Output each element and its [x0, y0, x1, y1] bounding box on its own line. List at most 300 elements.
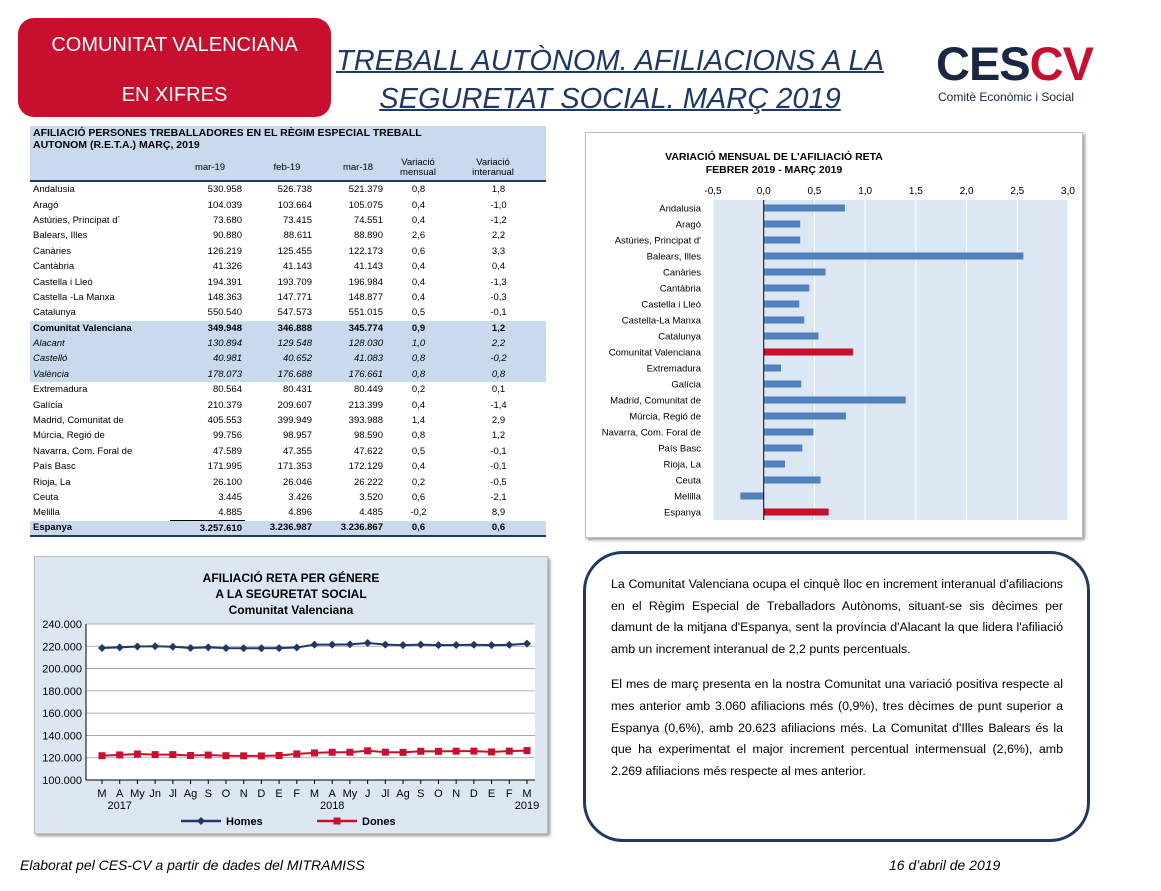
table-cell: 3.426 [288, 492, 312, 503]
table-row [30, 274, 546, 289]
table-cell: 0,4 [411, 276, 426, 288]
table-cell: 0,4 [411, 199, 426, 211]
ces-cv-logo [936, 38, 1096, 108]
table-cell: 130.894 [170, 336, 245, 351]
table-cell: 147.771 [277, 291, 312, 303]
bar [764, 397, 906, 404]
category-label: Comunitat Valenciana [608, 347, 701, 359]
y-tick-label: 180.000 [42, 685, 82, 698]
table-cell: 41.143 [282, 261, 312, 273]
x-tick-label: My [130, 788, 145, 800]
table-cell: 40.981 [170, 351, 245, 366]
line-chart-svg [35, 557, 549, 835]
dones-marker [470, 748, 477, 755]
row-label: Múrcia, Regió de [33, 430, 105, 442]
dones-marker [346, 749, 353, 756]
table-column-header: Variació mensual [400, 157, 436, 178]
y-tick-label: 160.000 [42, 708, 82, 721]
table-cell: 209.607 [277, 399, 312, 411]
table-cell: 41.143 [353, 261, 383, 273]
table-row [30, 321, 546, 336]
x-tick-label: 1,0 [858, 186, 873, 197]
table-cell: 80.564 [212, 384, 242, 396]
table-cell: 521.379 [348, 184, 383, 196]
table-cell: 99.756 [212, 430, 242, 442]
dones-marker [240, 752, 247, 759]
x-tick-label: S [204, 788, 212, 800]
x-tick-label: 1,5 [908, 186, 923, 197]
table-title-line-1: AFILIACIÓ PERSONES TREBALLADORES EN EL RÈGIM ESPECIAL TREBALL [33, 127, 422, 139]
table-cell: 8,9 [491, 507, 506, 519]
table-cell: 105.075 [348, 199, 383, 211]
legend-marker [197, 817, 205, 825]
x-tick-label: N [239, 788, 248, 800]
table-cell: 3.236.987 [245, 521, 315, 536]
title-line-1: TREBALL AUTÒNOM. AFILIACIONS A LA [336, 45, 884, 77]
y-tick-label: 100.000 [42, 775, 82, 787]
bar [764, 509, 829, 516]
bar [764, 365, 781, 372]
category-label: Melilla [674, 491, 701, 503]
category-label: Castella-La Manxa [621, 315, 701, 327]
table-cell: 47.355 [282, 445, 312, 457]
year-label: 2018 [319, 800, 345, 812]
bar [764, 429, 814, 436]
dones-marker [417, 748, 424, 755]
table-cell: -0,2 [451, 351, 546, 366]
dones-marker [329, 749, 336, 756]
row-label: Balears, Illes [33, 230, 88, 242]
table-column-header: mar-19 [194, 162, 226, 173]
x-tick-label: O [221, 788, 231, 800]
table-cell: 47.589 [212, 445, 242, 457]
category-label: Canàries [662, 267, 701, 279]
table-cell: 3.520 [359, 492, 383, 503]
dones-marker [169, 751, 176, 758]
table-cell: 2,9 [491, 415, 506, 427]
table-cell: 0,4 [411, 291, 426, 303]
table-cell: 171.353 [277, 461, 312, 473]
logo-subtitle: Comitè Econòmic i Social [938, 90, 1075, 104]
dones-marker [364, 747, 371, 754]
row-label: Castelló [30, 351, 170, 366]
category-label: País Basc [658, 443, 701, 455]
category-label: Astúries, Principat d' [614, 235, 701, 247]
x-tick-label: F [505, 788, 513, 800]
category-label: Rioja, La [663, 459, 701, 471]
bar [764, 317, 805, 324]
table-row [30, 259, 546, 274]
dones-marker [382, 749, 389, 756]
row-label: Extremadura [33, 384, 88, 396]
table-cell: 0,6 [451, 521, 546, 536]
table-row [30, 367, 546, 382]
table-cell: 0,8 [411, 430, 426, 442]
table-row [30, 244, 546, 259]
dones-marker [524, 747, 531, 754]
table-cell: 98.590 [353, 430, 383, 442]
table-cell: 176.661 [315, 367, 386, 382]
badge-line-1: COMUNITAT VALENCIANA [51, 34, 298, 56]
table-row [30, 182, 546, 197]
table-cell: 47.622 [353, 445, 383, 457]
year-label: 2019 [514, 800, 540, 812]
bar-chart-subtitle: FEBRER 2019 - MARÇ 2019 [705, 164, 843, 176]
table-row [30, 521, 546, 536]
dones-marker [99, 752, 106, 759]
category-label: Espanya [664, 507, 701, 519]
table-header [30, 154, 546, 182]
page-title [330, 42, 890, 118]
table-cell: 3.236.867 [315, 521, 386, 536]
table-cell: 122.173 [348, 245, 383, 257]
row-label: Espanya [30, 521, 170, 536]
category-label: Madrid, Comunitat de [610, 395, 701, 407]
table-cell: 148.877 [348, 291, 383, 303]
row-label: País Basc [33, 461, 76, 473]
table-cell: 129.548 [245, 336, 315, 351]
monthly-variation-chart [585, 132, 1083, 538]
bar [764, 237, 801, 244]
category-label: Galícia [671, 379, 701, 391]
category-label: Navarra, Com. Foral de [601, 427, 701, 439]
table-row [30, 213, 546, 228]
x-tick-label: S [417, 788, 425, 800]
category-label: Catalunya [658, 331, 701, 343]
table-row [30, 197, 546, 212]
table-row [30, 351, 546, 366]
table-cell: 103.664 [277, 199, 312, 211]
row-label: Ceuta [33, 492, 59, 503]
x-tick-label: 3,0 [1061, 186, 1075, 197]
table-cell: 0,2 [411, 384, 426, 396]
table-cell: 0,8 [411, 184, 426, 196]
table-cell: 125.455 [277, 245, 312, 257]
table-row [30, 397, 546, 412]
x-tick-label: -0,5 [704, 186, 722, 197]
table-cell: -0,3 [490, 291, 507, 303]
table-cell: 171.995 [207, 461, 242, 473]
dones-marker [116, 751, 123, 758]
table-cell: -0,2 [410, 507, 427, 519]
table-cell: -0,1 [490, 461, 507, 473]
x-tick-label: N [452, 788, 461, 800]
table-cell: 104.039 [207, 199, 242, 211]
table-cell: 73.680 [212, 214, 242, 226]
category-label: Múrcia, Regió de [629, 411, 701, 423]
summary-paragraph-2: El mes de març presenta en la nostra Comunitat una variació positiva respecte al mes anterior amb 3.060 afiliacions més (0,9%), tres dècimes de punt superior a Espanya (0,6%), amb 20.623 afiliacions més. La Comunitat d'Illes Balears és la que ha experimentat el major increment percentual intermensual (2,6%), amb 2.269 afiliacions més respecte al mes anterior. [611, 677, 1063, 778]
table-cell: 2,2 [451, 336, 546, 351]
table-row [30, 290, 546, 305]
row-label: Aragó [33, 199, 59, 211]
bar [764, 413, 846, 420]
row-label: Catalunya [33, 307, 76, 319]
table-cell: 3,3 [491, 245, 506, 257]
y-tick-label: 200.000 [42, 663, 82, 676]
table-cell: 551.015 [348, 307, 383, 319]
dones-marker [134, 751, 141, 758]
table-cell: -1,3 [490, 276, 507, 288]
logo-mark [936, 38, 1093, 90]
badge-line-2: EN XIFRES [121, 84, 228, 106]
table-cell: 126.219 [207, 245, 242, 257]
table-cell: 3.445 [218, 492, 242, 503]
bar [764, 285, 810, 292]
table-cell: 26.222 [353, 476, 383, 488]
table-cell: 74.551 [353, 214, 383, 226]
table-cell: 0,8 [386, 367, 451, 382]
source-note: Elaborat pel CES-CV a partir de dades del MITRAMISS [20, 857, 365, 873]
x-tick-label: M [309, 788, 320, 800]
table-cell: 346.888 [245, 321, 315, 336]
bar [764, 253, 1024, 260]
table-cell: 176.688 [245, 367, 315, 382]
x-tick-label: E [487, 788, 496, 800]
summary-text-box [583, 551, 1090, 842]
row-label: València [30, 367, 170, 382]
table-cell: 26.100 [212, 476, 242, 488]
category-label: Aragó [675, 219, 701, 231]
row-label: Madrid, Comunitat de [33, 415, 124, 427]
y-tick-label: 120.000 [42, 752, 82, 765]
table-cell: 213.399 [348, 399, 383, 411]
dones-marker [222, 752, 229, 759]
x-tick-label: 2,5 [1010, 186, 1025, 197]
table-cell: 1,2 [491, 430, 506, 442]
table-cell: 0,4 [411, 461, 426, 473]
bar-plot-area [713, 200, 1068, 520]
table-cell: 4.896 [288, 507, 312, 519]
x-tick-label: M [522, 788, 532, 800]
row-label: Galícia [33, 399, 63, 411]
bar [764, 445, 803, 452]
dones-marker [293, 750, 300, 757]
table-column-header: Variació interanual [472, 157, 514, 178]
dones-marker [258, 752, 265, 759]
table-cell: 73.415 [282, 214, 312, 226]
table-row [30, 305, 546, 320]
table-cell: -1,2 [490, 214, 507, 226]
legend-marker [334, 818, 341, 825]
category-label: Cantàbria [659, 283, 701, 295]
row-label: Comunitat Valenciana [30, 321, 170, 336]
x-tick-label: D [257, 788, 266, 800]
dones-marker [506, 748, 513, 755]
dones-marker [453, 748, 460, 755]
row-label: Navarra, Com. Foral de [33, 445, 133, 457]
dones-marker [276, 752, 283, 759]
table-cell: 1,2 [451, 321, 546, 336]
table-title [30, 126, 546, 154]
y-tick-label: 140.000 [42, 730, 82, 743]
x-tick-label: D [469, 788, 478, 800]
table-cell: 0,6 [386, 521, 451, 536]
bar [764, 301, 800, 308]
table-cell: -0,1 [490, 445, 507, 457]
category-label: Castella i Lleó [641, 299, 701, 311]
table-cell: 1,8 [491, 184, 506, 196]
table-title-line-2: AUTONOM (R.E.T.A.) MARÇ, 2019 [33, 139, 200, 151]
dones-marker [187, 752, 194, 759]
table-cell: 526.738 [277, 184, 312, 196]
bar [764, 205, 845, 212]
table-cell: 530.958 [207, 184, 242, 196]
bar-chart-title: VARIACIÓ MENSUAL DE L'AFILIACIÓ RETA [665, 151, 883, 163]
table-row [30, 474, 546, 489]
table-cell: 88.890 [353, 230, 383, 242]
table-cell: 0,9 [386, 321, 451, 336]
bar [764, 349, 853, 356]
table-row [30, 413, 546, 428]
row-label: Alacant [30, 336, 170, 351]
table-row [30, 444, 546, 459]
table-cell: 345.774 [315, 321, 386, 336]
table-row [30, 505, 546, 520]
x-tick-label: Jn [149, 788, 161, 800]
table-cell: 128.030 [315, 336, 386, 351]
table-cell: 405.553 [207, 415, 242, 427]
x-tick-label: Jl [168, 788, 177, 800]
bar [740, 493, 763, 500]
bar [764, 381, 802, 388]
table-cell: 550.540 [207, 307, 242, 319]
category-label: Ceuta [675, 475, 701, 487]
bar [764, 477, 821, 484]
table-cell: 0,6 [411, 245, 426, 257]
table-cell: 148.363 [207, 291, 242, 303]
table-cell: -0,5 [490, 476, 507, 488]
table-cell: 0,1 [491, 384, 506, 396]
summary-paragraph-1: La Comunitat Valenciana ocupa el cinquè lloc en increment interanual d'afiliacions en el Règim Especial de Treballadors Autònoms, situant-se sis dècimes per damunt de la mitjana d'Espanya, sent la província d'Alacant la que lidera l'afiliació amb un increment interanual de 2,2 punts percentuals. [611, 577, 1063, 656]
bar [764, 461, 785, 468]
dones-marker [152, 751, 159, 758]
row-label: Canàries [33, 245, 72, 257]
table-row [30, 228, 546, 243]
publication-date: 16 d’abril de 2019 [889, 857, 1001, 873]
table-cell: 3.257.610 [170, 521, 245, 536]
y-tick-label: 220.000 [42, 641, 82, 654]
table-cell: -2,1 [490, 492, 507, 503]
table-cell: -0,1 [490, 307, 507, 319]
table-cell: 0,4 [411, 214, 426, 226]
table-row [30, 428, 546, 443]
x-tick-label: A [116, 788, 124, 800]
table-cell: 0,4 [411, 261, 426, 273]
table-cell: 1,0 [386, 336, 451, 351]
x-tick-label: A [328, 788, 336, 800]
table-cell: 0,4 [411, 399, 426, 411]
table-body [30, 182, 546, 537]
x-tick-label: 0,5 [807, 186, 822, 197]
y-tick-label: 240.000 [42, 619, 82, 631]
table-cell: 98.957 [282, 430, 312, 442]
table-cell: 349.948 [170, 321, 245, 336]
table-cell: 41.326 [212, 261, 242, 273]
table-cell: 0,8 [451, 367, 546, 382]
table-cell: 193.709 [277, 276, 312, 288]
line-chart-subtitle: Comunitat Valenciana [228, 603, 354, 617]
legend-label: Homes [226, 816, 263, 828]
table-cell: 4.885 [218, 507, 242, 519]
x-tick-label: E [275, 788, 283, 800]
table-cell: 0,5 [411, 445, 426, 457]
legend-label: Dones [362, 816, 396, 828]
row-label: Castella -La Manxa [33, 291, 115, 303]
title-line-2: SEGURETAT SOCIAL. MARÇ 2019 [379, 83, 841, 115]
table-cell: 194.391 [207, 276, 242, 288]
table-cell: 0,5 [411, 307, 426, 319]
table-cell: 88.611 [283, 230, 312, 242]
table-cell: 0,6 [411, 492, 426, 503]
bar-chart-svg [586, 133, 1084, 539]
table-row [30, 336, 546, 351]
table-cell: 0,8 [386, 351, 451, 366]
x-tick-label: Ag [183, 788, 198, 800]
affiliation-table [30, 126, 546, 537]
bar [764, 221, 801, 228]
table-row [30, 459, 546, 474]
bar [764, 333, 819, 340]
table-cell: 80.431 [282, 384, 312, 396]
table-cell: 4.485 [359, 507, 383, 519]
table-cell: -1,4 [490, 399, 507, 411]
table-cell: 0,2 [411, 476, 426, 488]
x-tick-label: 2,0 [959, 186, 974, 197]
row-label: Cantàbria [33, 261, 75, 273]
category-label: Andalusia [659, 203, 701, 215]
line-chart-title-2: A LA SEGURETAT SOCIAL [215, 587, 367, 601]
dones-marker [205, 752, 212, 759]
table-cell: 393.988 [348, 415, 383, 427]
table-cell: 399.949 [277, 415, 312, 427]
category-label: Balears, Illes [646, 251, 701, 263]
table-cell: 172.129 [348, 461, 383, 473]
x-tick-label: Ag [396, 788, 410, 800]
x-tick-label: O [434, 788, 443, 800]
x-tick-label: My [342, 788, 358, 800]
x-tick-label: J [364, 788, 371, 800]
row-label: Melilla [33, 507, 60, 519]
logo-cv: CV [1029, 37, 1093, 90]
table-row [30, 382, 546, 397]
row-label: Andalusia [33, 184, 75, 196]
table-cell: 80.449 [353, 384, 383, 396]
line-chart-title: AFILIACIÓ RETA PER GÉNERE [202, 571, 380, 585]
x-tick-label: F [293, 788, 301, 800]
row-label: Astúries, Principat d´ [33, 214, 121, 226]
table-cell: 90.880 [212, 230, 242, 242]
table-cell: 26.046 [282, 476, 312, 488]
table-cell: 0,4 [491, 261, 506, 273]
logo-ces: CES [936, 37, 1030, 90]
table-cell: 2,6 [411, 230, 426, 242]
table-cell: 547.573 [277, 307, 312, 319]
table-cell: 2,2 [491, 230, 506, 242]
dones-marker [400, 749, 407, 756]
table-cell: 210.379 [207, 399, 242, 411]
region-badge [18, 18, 331, 117]
table-cell: 1,4 [411, 415, 426, 427]
row-label: Castella i Lleó [33, 276, 93, 288]
x-tick-label: Jl [381, 788, 390, 800]
year-label: 2017 [107, 800, 132, 812]
table-cell: 40.652 [245, 351, 315, 366]
dones-marker [488, 748, 495, 755]
table-column-header: mar-18 [342, 162, 374, 173]
table-cell: -1,0 [490, 199, 507, 211]
bar [764, 269, 826, 276]
dones-marker [435, 748, 442, 755]
